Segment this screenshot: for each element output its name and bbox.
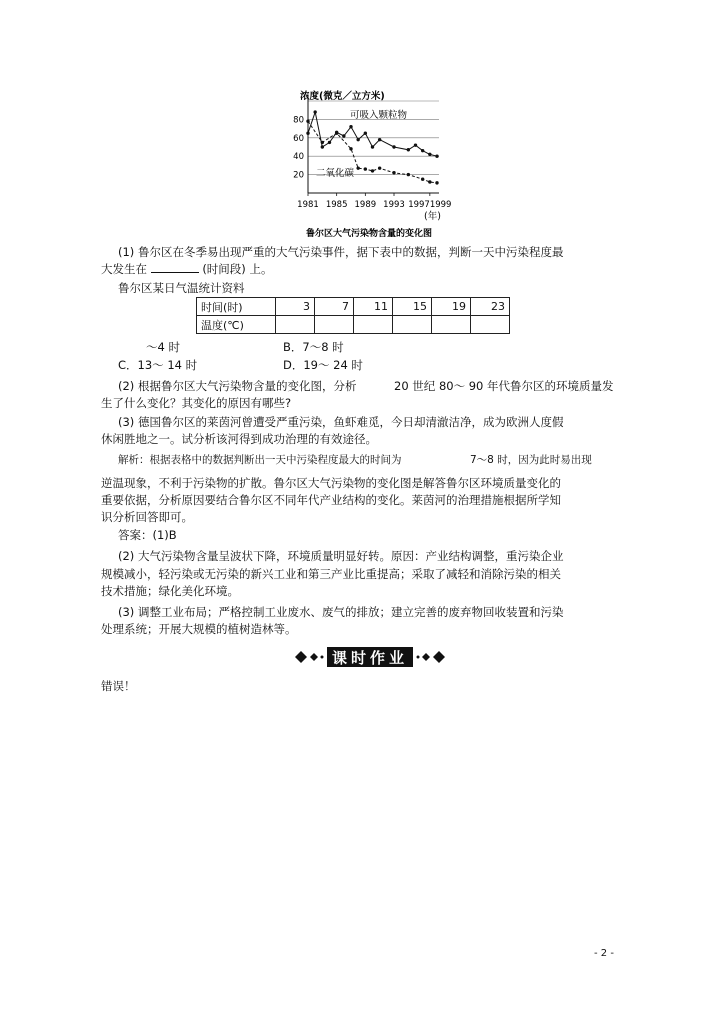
- table-title: 鲁尔区某日气温统计资料: [118, 281, 245, 295]
- temp-cell: [393, 316, 432, 334]
- temp-cell: [354, 316, 393, 334]
- option-b: B．7～8 时: [283, 340, 344, 354]
- particulates-point: [407, 148, 410, 151]
- analysis-line3: 重要依据，分析原因要结合鲁尔区不同年代产业结构的变化。莱茵河的治理措施根据所学知: [101, 493, 561, 507]
- q2-line2: 生了什么变化？其变化的原因有哪些?: [101, 396, 292, 410]
- particulates-point: [356, 138, 359, 141]
- answer-blank: [151, 261, 199, 273]
- series-label-particulates: 可吸入颗粒物: [350, 110, 408, 121]
- y-tick-label: 20: [293, 170, 304, 181]
- chart-xlabel: (年): [424, 211, 441, 222]
- q1-line2: [101, 261, 272, 277]
- particulates-point: [321, 145, 324, 148]
- particulates-point: [371, 145, 374, 148]
- answer-2-line2: 规模减小，轻污染或无污染的新兴工业和第三产业比重提高；采取了减轻和消除污染的相关: [101, 567, 561, 581]
- co2-point: [349, 147, 352, 150]
- particulates-point: [435, 155, 438, 158]
- answer-1: 答案：(1)B: [118, 528, 177, 542]
- particulates-point: [313, 110, 316, 113]
- temp-cell: [315, 316, 354, 334]
- y-tick-label: 80: [293, 115, 304, 126]
- temp-cell: [471, 316, 510, 334]
- y-tick-label: 40: [293, 152, 304, 163]
- co2-point: [407, 173, 410, 176]
- particulates-point: [414, 143, 417, 146]
- table-row-time: [197, 298, 510, 316]
- section-banner: [295, 646, 445, 668]
- co2-point: [392, 171, 395, 174]
- q1-line2-b: (时间段) 上。: [202, 262, 273, 276]
- particulates-point: [421, 149, 424, 152]
- q3-line1: (3) 德国鲁尔区的莱茵河曾遭受严重污染，鱼虾难觅，今日却清澈洁净，成为欧洲人度假: [118, 415, 564, 429]
- co2-point: [356, 166, 359, 169]
- option-c: C．13～ 14 时: [118, 358, 198, 372]
- answer-2-line1: (2) 大气污染物含量呈波状下降，环境质量明显好转。原因：产业结构调整，重污染企业: [118, 549, 564, 563]
- table-row-temp: [197, 316, 510, 334]
- error-text: 错误！: [101, 679, 136, 693]
- option-d: D．19～ 24 时: [283, 358, 363, 372]
- co2-point: [306, 120, 309, 123]
- x-tick-label: 1981: [297, 200, 319, 210]
- banner-label: 课时作业: [331, 649, 408, 667]
- answer-3-line1: (3) 调整工业布局；严格控制工业废水、废气的排放；建立完善的废弃物回收装置和污染: [118, 605, 564, 619]
- q2-line1-b: 20 世纪 80～ 90 年代鲁尔区的环境质量发: [394, 379, 614, 393]
- particulates-point: [392, 145, 395, 148]
- analysis-line1-a: 解析：根据表格中的数据判断出一天中污染程度最大的时间为: [118, 454, 402, 466]
- particulates-point: [342, 134, 345, 137]
- y-tick-label: 60: [293, 133, 304, 144]
- analysis-line2: 逆温现象，不利于污染物的扩散。鲁尔区大气污染物的变化图是解答鲁尔区环境质量变化的: [101, 476, 561, 490]
- analysis-line1-b: 7～8 时，因为此时易出现: [470, 454, 592, 466]
- answer-2-line3: 技术措施；绿化美化环境。: [101, 584, 239, 598]
- time-cell: 11: [354, 298, 393, 316]
- x-tick-label: 1989: [354, 200, 377, 210]
- q1-line1: (1) 鲁尔区在冬季易出现严重的大气污染事件，据下表中的数据，判断一天中污染程度最: [118, 245, 564, 259]
- chart-caption: 鲁尔区大气污染物含量的变化图: [306, 229, 433, 239]
- x-tick-label: 1985: [325, 200, 348, 210]
- co2-point: [435, 181, 438, 184]
- answer-3-line2: 处理系统；开展大规模的植树造林等。: [101, 622, 297, 636]
- co2-point: [321, 141, 324, 144]
- x-tick-label: 1993: [383, 200, 405, 210]
- co2-point: [335, 132, 338, 135]
- co2-point: [371, 169, 374, 172]
- co2-point: [428, 180, 431, 183]
- pollution-chart: [0, 0, 720, 260]
- q3-line2: 休闲胜地之一。试分析该河得到成功治理的有效途径。: [101, 432, 377, 446]
- q1-line2-a: 大发生在: [101, 262, 147, 276]
- co2-point: [364, 167, 367, 170]
- particulates-point: [349, 125, 352, 128]
- temperature-table: [196, 297, 510, 334]
- time-cell: 23: [471, 298, 510, 316]
- particulates-point: [364, 132, 367, 135]
- particulates-point: [328, 141, 331, 144]
- page-number: - 2 -: [594, 948, 614, 959]
- co2-point: [421, 178, 424, 181]
- temp-cell: [432, 316, 471, 334]
- time-cell: 7: [315, 298, 354, 316]
- time-cell: 15: [393, 298, 432, 316]
- temp-cell: [276, 316, 315, 334]
- x-tick-label: 19971999: [408, 200, 452, 210]
- time-cell: 3: [276, 298, 315, 316]
- analysis-line4: 识分析回答即可。: [101, 510, 193, 524]
- particulates-point: [306, 132, 309, 135]
- option-a: ～4 时: [146, 340, 180, 354]
- particulates-point: [378, 138, 381, 141]
- particulates-point: [428, 153, 431, 156]
- q2-line1-a: (2) 根据鲁尔区大气污染物含量的变化图，分析: [118, 379, 357, 393]
- time-cell: 19: [432, 298, 471, 316]
- row-label-time: 时间(时): [197, 298, 276, 316]
- co2-point: [378, 166, 381, 169]
- row-label-temp: 温度(℃): [197, 316, 276, 334]
- series-label-co2: 二氧化碳: [316, 168, 355, 179]
- chart-ylabel: 浓度(微克／立方米): [300, 91, 385, 102]
